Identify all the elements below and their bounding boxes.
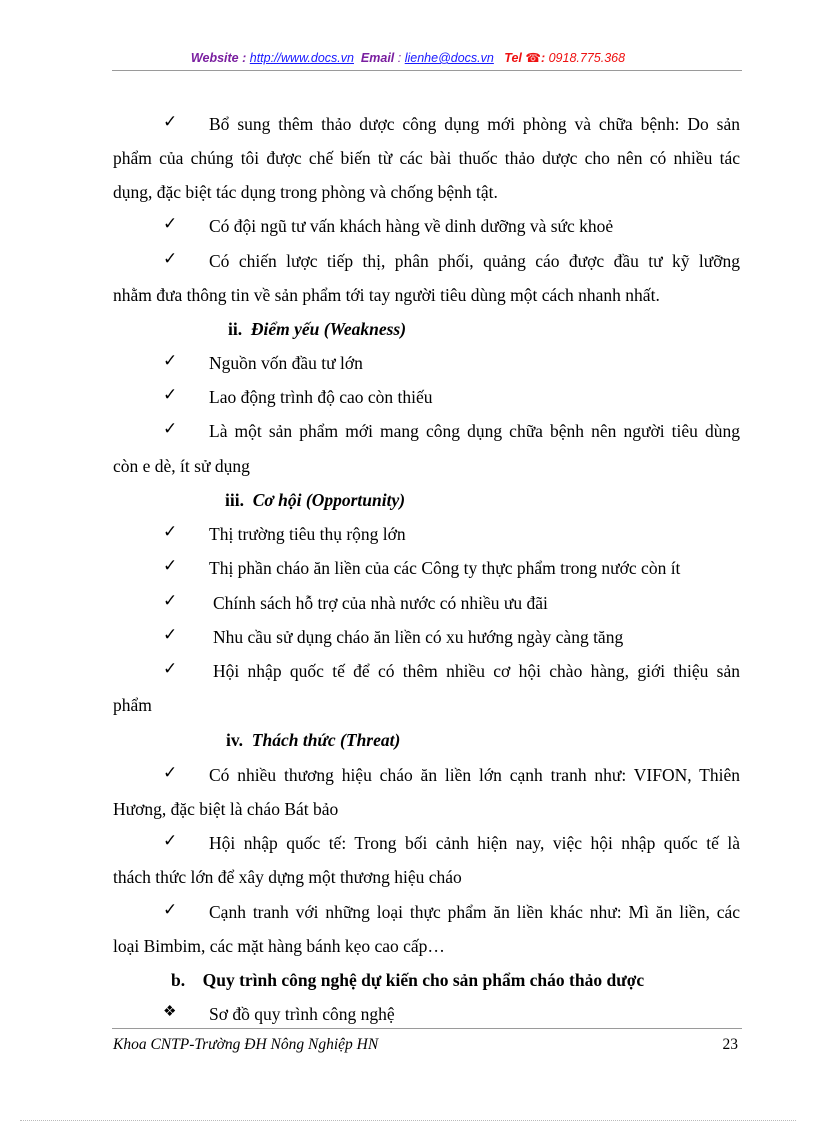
heading-title: Cơ hội (Opportunity) xyxy=(252,490,406,510)
email-link[interactable]: lienhe@docs.vn xyxy=(404,51,494,65)
website-label: Website : xyxy=(190,51,247,65)
section-heading-b xyxy=(171,969,798,991)
check-icon: ✓ xyxy=(163,249,178,268)
paragraph-line: Thị phần cháo ăn liền của các Công ty thực phẩm trong nước còn ít xyxy=(209,558,681,578)
check-icon: ✓ xyxy=(163,214,178,233)
header-divider xyxy=(112,70,742,71)
paragraph-line: Có đội ngũ tư vấn khách hàng về dinh dưỡng và sức khoẻ xyxy=(209,216,614,236)
paragraph-line: còn e dè, ít sử dụng xyxy=(113,456,250,476)
paragraph-line: nhằm đưa thông tin về sản phẩm tới tay người tiêu dùng một cách nhanh nhất. xyxy=(113,285,660,305)
paragraph-line: Có chiến lược tiếp thị, phân phối, quảng cáo được đầu tư kỹ lưỡng xyxy=(209,251,740,271)
check-icon: ✓ xyxy=(163,763,178,782)
page-number: 23 xyxy=(722,1036,738,1053)
footer-institution: Khoa CNTP-Trường ĐH Nông Nghiệp HN xyxy=(113,1036,379,1053)
paragraph-line: Lao động trình độ cao còn thiếu xyxy=(209,387,433,407)
check-icon: ✓ xyxy=(163,659,178,678)
check-icon: ✓ xyxy=(163,900,178,919)
check-icon: ✓ xyxy=(163,591,178,610)
paragraph-line: thách thức lớn để xây dựng một thương hiệu cháo xyxy=(113,867,462,887)
website-link[interactable]: http://www.docs.vn xyxy=(249,51,354,65)
check-icon: ✓ xyxy=(163,385,178,404)
check-icon: ✓ xyxy=(163,419,178,438)
tel-label: Tel xyxy=(504,51,522,65)
heading-title: Điểm yếu (Weakness) xyxy=(250,319,407,339)
paragraph-line: Thị trường tiêu thụ rộng lớn xyxy=(209,524,406,544)
heading-number: iii. xyxy=(225,490,244,510)
check-icon: ✓ xyxy=(163,831,178,850)
heading-title: Quy trình công nghệ dự kiến cho sản phẩm cháo thảo dược xyxy=(202,970,645,990)
paragraph-line: dụng, đặc biệt tác dụng trong phòng và chống bệnh tật. xyxy=(113,182,498,202)
check-icon: ✓ xyxy=(163,625,178,644)
section-heading-opportunity xyxy=(225,489,816,511)
paragraph-line: Bổ sung thêm thảo dược công dụng mới phòng và chữa bệnh: Do sản xyxy=(209,114,740,134)
heading-title: Thách thức (Threat) xyxy=(251,730,401,750)
email-sep: : xyxy=(394,51,402,65)
paragraph-line: Hội nhập quốc tế để có thêm nhiều cơ hội chào hàng, giới thiệu sản xyxy=(213,661,740,681)
paragraph-line: Sơ đồ quy trình công nghệ xyxy=(209,1004,395,1024)
paragraph-line: Nguồn vốn đầu tư lớn xyxy=(209,353,363,373)
page-bottom-border xyxy=(20,1120,796,1121)
paragraph-line: Hội nhập quốc tế: Trong bối cảnh hiện nay, việc hội nhập quốc tế là xyxy=(209,833,740,853)
paragraph-line: phẩm xyxy=(113,695,152,715)
check-icon: ✓ xyxy=(163,351,178,370)
heading-number: ii. xyxy=(228,319,243,339)
heading-number: iv. xyxy=(226,730,244,750)
phone-number: 0918.775.368 xyxy=(548,51,626,65)
paragraph-line: phẩm của chúng tôi được chế biến từ các bài thuốc thảo dược cho nên có nhiều tác xyxy=(113,148,740,168)
check-icon: ✓ xyxy=(163,112,178,131)
section-heading-threat xyxy=(226,729,816,751)
page-header xyxy=(0,50,816,65)
paragraph-line: Hương, đặc biệt là cháo Bát bảo xyxy=(113,799,339,819)
paragraph-line: loại Bimbim, các mặt hàng bánh kẹo cao cấp… xyxy=(113,936,445,956)
check-icon: ✓ xyxy=(163,522,178,541)
paragraph-line: Chính sách hỗ trợ của nhà nước có nhiều ưu đãi xyxy=(213,593,548,613)
footer-divider xyxy=(112,1028,742,1029)
diamond-bullet-icon: ❖ xyxy=(163,1004,177,1020)
section-heading-weakness xyxy=(228,318,816,340)
paragraph-line: Là một sản phẩm mới mang công dụng chữa bệnh nên người tiêu dùng xyxy=(209,421,740,441)
phone-icon: ☎: xyxy=(525,51,546,65)
email-label: Email xyxy=(360,51,395,65)
heading-number: b. xyxy=(171,970,186,990)
check-icon: ✓ xyxy=(163,556,178,575)
paragraph-line: Cạnh tranh với những loại thực phẩm ăn liền khác như: Mì ăn liền, các xyxy=(209,902,740,922)
paragraph-line: Nhu cầu sử dụng cháo ăn liền có xu hướng ngày càng tăng xyxy=(213,627,624,647)
paragraph-line: Có nhiều thương hiệu cháo ăn liền lớn cạnh tranh như: VIFON, Thiên xyxy=(209,765,740,785)
